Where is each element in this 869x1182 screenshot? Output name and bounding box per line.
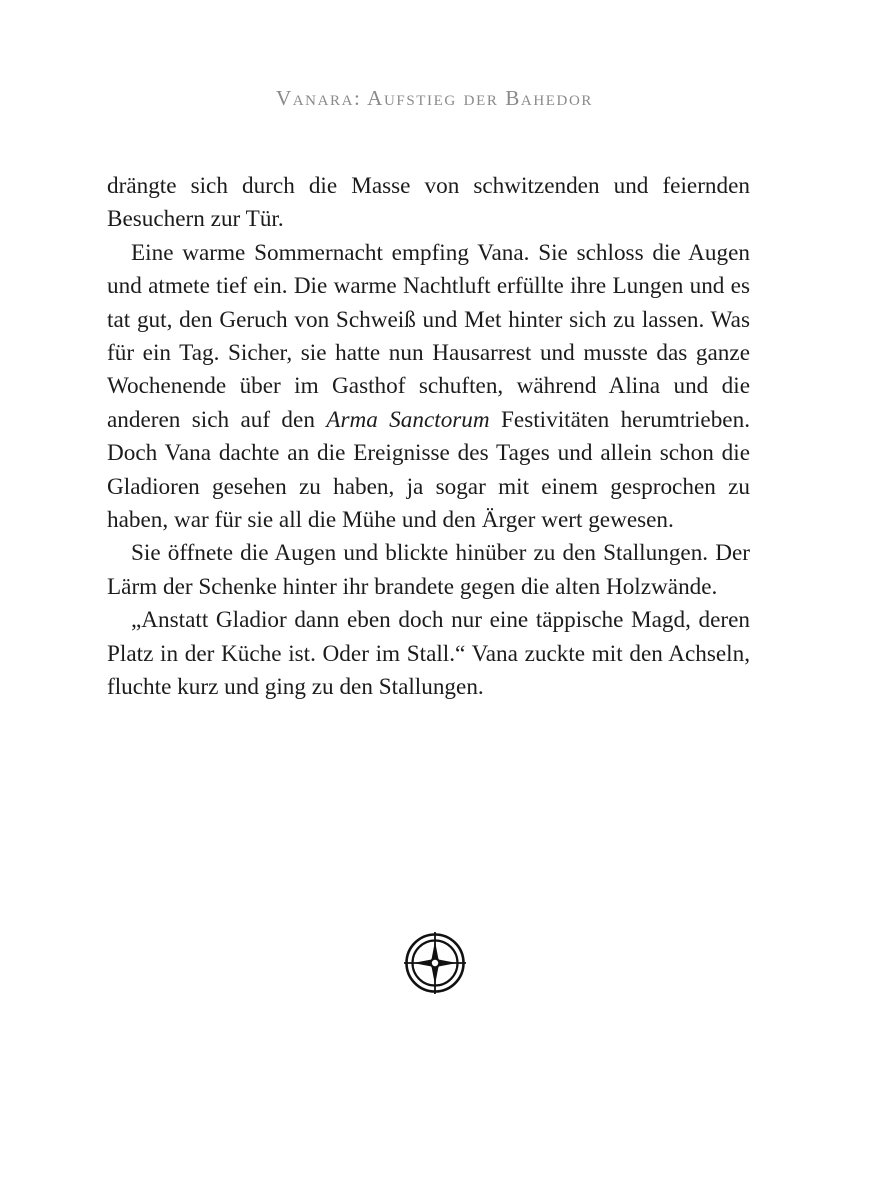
paragraph-1: drängte sich durch die Masse von schwitzenden und feiernden Besuchern zur Tür. <box>107 173 750 233</box>
paragraph-2-text-a: Eine warme Sommernacht empfing Vana. Sie schloss die Augen und atmete tief ein. Die warme Nachtluft erfüllte ihre Lungen und es tat gut, den Geruch von Schweiß und Met hinter sich zu lassen. Was für ein Tag. Sicher, sie hatte nun Hausarrest und musste das ganze Wochenende über im Gasthof schuften, während Alina und die anderen sich auf den <box>107 239 750 433</box>
paragraph-2 <box>107 237 750 538</box>
running-header: Vanara: Aufstieg der Bahedor <box>275 86 594 110</box>
italic-term: Arma Sanctorum <box>326 406 490 433</box>
body-text <box>107 170 750 705</box>
paragraph-4: „Anstatt Gladior dann eben doch nur eine täppische Magd, deren Platz in der Küche ist. Oder im Stall.“ Vana zuckte mit den Achseln, fluchte kurz und ging zu den Stallungen. <box>107 607 750 701</box>
paragraph-3: Sie öffnete die Augen und blickte hinüber zu den Stallungen. Der Lärm der Schenke hinter ihr brandete gegen die alten Holzwände. <box>107 540 750 600</box>
paragraph-2-text-b: Festivitäten herumtrieben. Doch Vana dachte an die Ereignisse des Tages und allein schon die Gladioren gesehen zu haben, ja sogar mit einem gesprochen zu haben, war für sie all die Mühe und den Ärger wert gewesen. <box>107 406 750 534</box>
compass-rose-icon <box>403 931 467 995</box>
ornament-svg <box>403 931 467 995</box>
